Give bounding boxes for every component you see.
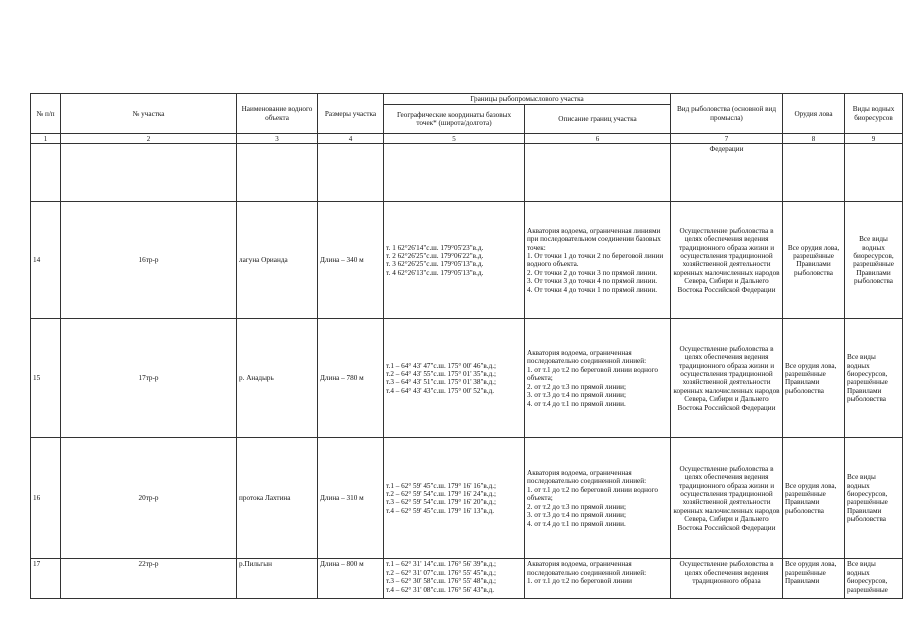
coordinate-point: т.3 – 64° 43' 51"с.ш. 175° 01' 38"в.д.; bbox=[386, 378, 497, 387]
header-fishing-type: Вид рыболовства (основной вид промысла) bbox=[671, 94, 783, 134]
col-number: 5 bbox=[384, 134, 525, 144]
table-row bbox=[31, 559, 903, 599]
boundary-description-line: 4. от т.4 до т.1 по прямой линии. bbox=[527, 399, 626, 408]
fishing-type: Осуществление рыболовства в целях обеспечения ведения традиционного образа bbox=[671, 559, 783, 599]
coordinate-point: т.2 – 62° 31' 07"с.ш. 176° 55' 45"в.д.; bbox=[386, 568, 497, 577]
boundary-description-line: 2. от т.2 до т.3 по прямой линии; bbox=[527, 382, 626, 391]
coordinates-cell bbox=[384, 438, 525, 559]
coordinates-cell bbox=[384, 319, 525, 438]
boundary-description-line: Акватория водоема, ограниченная последовательно соединенной линией: bbox=[527, 560, 647, 577]
water-body-name: лагуна Орианда bbox=[237, 202, 318, 319]
boundary-description-line: 1. От точки 1 до точки 2 по береговой линии водного объекта. bbox=[527, 252, 664, 269]
col-number: 2 bbox=[61, 134, 237, 144]
fishing-type-carryover: Федерации bbox=[671, 144, 783, 202]
row-number: 15 bbox=[31, 319, 61, 438]
coordinates-cell bbox=[384, 202, 525, 319]
fishing-plots-table bbox=[30, 93, 903, 599]
header-size: Размеры участка bbox=[318, 94, 384, 134]
coordinate-point: т.4 – 62° 31' 08"с.ш. 176° 56' 43"в.д. bbox=[386, 585, 495, 594]
coordinate-point: т.4 – 64° 43' 43"с.ш. 175° 00' 52"в.д. bbox=[386, 386, 495, 395]
fishing-type: Осуществление рыболовства в целях обеспечения ведения традиционного образа жизни и осуществления традиционной хозяйственной деятельности коренных малочисленных народов Севера, Сибири и Дальнего Востока Российской Федерации bbox=[671, 319, 783, 438]
bio-species: Все виды водных биоресурсов, разрешённые Правилами рыболовства bbox=[845, 438, 903, 559]
header-no: № п/п bbox=[31, 94, 61, 134]
col-number: 4 bbox=[318, 134, 384, 144]
boundary-description-line: 4. от т.4 до т.1 по прямой линии. bbox=[527, 519, 626, 528]
coordinate-point: т. 2 62°26'25"с.ш. 179°06'22"в.д. bbox=[386, 252, 484, 260]
boundary-description-line: 3. от т.3 до т.4 по прямой линии; bbox=[527, 391, 626, 400]
coordinate-point: т. 3 62°26'25"с.ш. 179°05'13"в.д. bbox=[386, 260, 484, 269]
plot-size: Длина – 800 м bbox=[318, 559, 384, 599]
water-body-name: р.Пильгын bbox=[237, 559, 318, 599]
table-row bbox=[31, 319, 903, 438]
coordinate-point: т.3 – 62° 59' 54"с.ш. 179° 16' 20"в.д.; bbox=[386, 498, 497, 507]
header-description: Описание границ участка bbox=[525, 105, 671, 134]
boundary-description-cell bbox=[525, 438, 671, 559]
boundary-description-line: 3. от т.3 до т.4 по прямой линии; bbox=[527, 511, 626, 520]
coordinate-point: т.2 – 62° 59' 54"с.ш. 179° 16' 24"в.д.; bbox=[386, 490, 497, 498]
coordinate-point: т.3 – 62° 30' 58"с.ш. 176° 55' 48"в.д.; bbox=[386, 577, 497, 586]
row-number: 16 bbox=[31, 438, 61, 559]
table-row bbox=[31, 202, 903, 319]
boundary-description-line: 1. от т.1 до т.2 по береговой линии водного объекта; bbox=[527, 485, 658, 503]
plot-size: Длина – 780 м bbox=[318, 319, 384, 438]
header-gear: Орудия лова bbox=[783, 94, 845, 134]
boundary-description-line: 3. От точки 3 до точки 4 по прямой линии. bbox=[527, 277, 658, 286]
header-boundaries: Границы рыбопромыслового участка bbox=[384, 94, 671, 105]
row-number: 14 bbox=[31, 202, 61, 319]
bio-species: Все виды водных биоресурсов, разрешённые Правилами рыболовства bbox=[845, 319, 903, 438]
boundary-description-line: 2. от т.2 до т.3 по прямой линии; bbox=[527, 502, 626, 511]
boundary-description-cell bbox=[525, 319, 671, 438]
coordinate-point: т.1 – 62° 31' 14"с.ш. 176° 56' 39"в.д.; bbox=[386, 560, 497, 569]
boundary-description-line: Акватория водоема, ограниченная последовательно соединенной линией: bbox=[527, 468, 647, 486]
header-species: Виды водных биоресурсов bbox=[845, 94, 903, 134]
water-body-name: протока Лахтина bbox=[237, 438, 318, 559]
boundary-description-cell bbox=[525, 202, 671, 319]
coordinate-point: т.1 – 62° 59' 45"с.ш. 179° 16' 16"в.д.; bbox=[386, 481, 497, 490]
col-number: 7 bbox=[671, 134, 783, 144]
document-sheet bbox=[30, 93, 903, 599]
col-number: 1 bbox=[31, 134, 61, 144]
fishing-gear: Все орудия лова, разрешённые Правилами bbox=[783, 559, 845, 599]
fishing-gear: Все орудия лова, разрешённые Правилами рыболовства bbox=[783, 202, 845, 319]
header-water-body: Наименование водного объекта bbox=[237, 94, 318, 134]
boundary-description-cell bbox=[525, 559, 671, 599]
header-coords: Географические координаты базовых точек* (широта/долгота) bbox=[384, 105, 525, 134]
boundary-description-line: 4. От точки 4 до точки 1 по прямой линии. bbox=[527, 285, 658, 294]
row-number: 17 bbox=[31, 559, 61, 599]
plot-number: 22тр-р bbox=[61, 559, 237, 599]
coordinate-point: т.4 – 62° 59' 45"с.ш. 179° 16' 13"в.д. bbox=[386, 506, 495, 515]
table-row bbox=[31, 144, 903, 202]
boundary-description-line: 1. от т.1 до т.2 по береговой линии водного объекта; bbox=[527, 365, 658, 383]
plot-size: Длина – 310 м bbox=[318, 438, 384, 559]
boundary-description-line: 2. От точки 2 до точки 3 по прямой линии. bbox=[527, 268, 658, 277]
water-body-name: р. Анадырь bbox=[237, 319, 318, 438]
col-number: 8 bbox=[783, 134, 845, 144]
bio-species: Все виды водных биоресурсов, разрешённые Правилами рыболовства bbox=[845, 202, 903, 319]
fishing-type: Осуществление рыболовства в целях обеспечения ведения традиционного образа жизни и осуществления традиционной хозяйственной деятельности коренных малочисленных народов Севера, Сибири и Дальнего Востока Российской Федерации bbox=[671, 438, 783, 559]
col-number: 3 bbox=[237, 134, 318, 144]
col-number: 6 bbox=[525, 134, 671, 144]
plot-number: 16тр-р bbox=[61, 202, 237, 319]
fishing-gear: Все орудия лова, разрешённые Правилами рыболовства bbox=[783, 319, 845, 438]
boundary-description-line: Акватория водоема, ограниченная линиями при последовательном соединении базовых точек: bbox=[527, 226, 661, 252]
table-row bbox=[31, 438, 903, 559]
boundary-description-line: Акватория водоема, ограниченная последовательно соединенной линией: bbox=[527, 348, 647, 366]
coordinate-point: т. 1 62°26'14"с.ш. 179°05'23"в.д. bbox=[386, 243, 484, 252]
coordinates-cell bbox=[384, 559, 525, 599]
fishing-gear: Все орудия лова, разрешённые Правилами рыболовства bbox=[783, 438, 845, 559]
fishing-type: Осуществление рыболовства в целях обеспечения ведения традиционного образа жизни и осуществления традиционной хозяйственной деятельности коренных малочисленных народов Севера, Сибири и Дальнего Востока Российской Федерации bbox=[671, 202, 783, 319]
boundary-description-line: 1. от т.1 до т.2 по береговой линии bbox=[527, 577, 632, 586]
coordinate-point: т.2 – 64° 43' 55"с.ш. 175° 01' 35"в.д.; bbox=[386, 370, 497, 378]
col-number: 9 bbox=[845, 134, 903, 144]
coordinate-point: т.1 – 64° 43' 47"с.ш. 175° 00' 46"в.д.; bbox=[386, 361, 497, 370]
plot-number: 20тр-р bbox=[61, 438, 237, 559]
coordinate-point: т. 4 62°26'13"с.ш. 179°05'13"в.д. bbox=[386, 268, 484, 277]
header-plot-no: № участка bbox=[61, 94, 237, 134]
plot-number: 17тр-р bbox=[61, 319, 237, 438]
plot-size: Длина – 340 м bbox=[318, 202, 384, 319]
bio-species: Все виды водных биоресурсов, разрешённые bbox=[845, 559, 903, 599]
